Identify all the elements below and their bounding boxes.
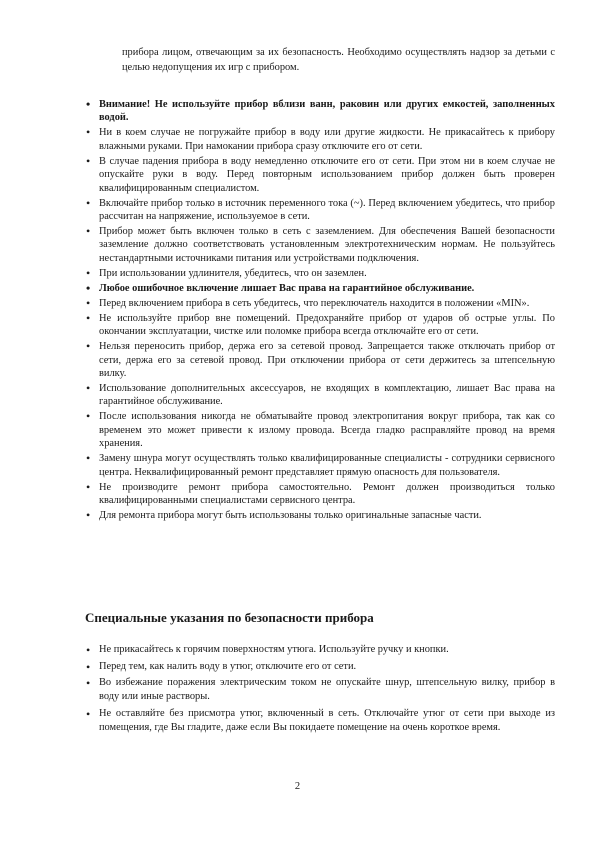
section-heading: Специальные указания по безопасности прибора — [85, 610, 374, 625]
iron-warning-item: • Во избежание поражения электрическим током не опускайте шнур, штепсельную вилку, прибор в воду или иные растворы. — [85, 676, 555, 704]
warning-item: • Ни в коем случае не погружайте прибор в воду или другие жидкости. Не прикасайтесь к прибору влажными руками. При намокании прибора сразу отключите его от сети. — [85, 126, 555, 153]
warning-item: • После использования никогда не обматывайте провод электропитания вокруг прибора, так как со временем это может привести к излому провода. Всегда гладко расправляйте провод на время хранения. — [85, 410, 555, 450]
warning-item: • Любое ошибочное включение лишает Вас права на гарантийное обслуживание. — [85, 282, 555, 295]
warning-item: • Использование дополнительных аксессуаров, не входящих в комплектацию, лишает Вас права на гарантийное обслуживание. — [85, 382, 555, 409]
warning-item: • При использовании удлинителя, убедитесь, что он заземлен. — [85, 267, 555, 280]
warning-item: • Замену шнура могут осуществлять только квалифицированные специалисты - сотрудники сервисного центра. Неквалифицированный ремонт представляет прямую опасность для пользователя. — [85, 452, 555, 479]
warning-item: • Нельзя переносить прибор, держа его за сетевой провод. Запрещается также отключать прибор от сети, держа его за сетевой провод. При отключении прибора от сети держитесь за штепсельную вилку. — [85, 340, 555, 380]
warning-item: • Перед включением прибора в сеть убедитесь, что переключатель находится в положении «MIN». — [85, 297, 555, 310]
warning-item: • Для ремонта прибора могут быть использованы только оригинальные запасные части. — [85, 509, 555, 522]
warning-item: • Включайте прибор только в источник переменного тока (~). Перед включением убедитесь, что прибор рассчитан на напряжение, используемое в сети. — [85, 197, 555, 224]
iron-warning-item: • Перед тем, как налить воду в утюг, отключите его от сети. — [85, 660, 555, 674]
warning-item: • Внимание! Не используйте прибор вблизи ванн, раковин или других емкостей, заполненных водой. — [85, 98, 555, 125]
iron-warning-item: • Не оставляйте без присмотра утюг, включенный в сеть. Отключайте утюг от сети при выходе из помещения, где Вы гладите, даже если Вы покидаете помещение на очень короткое время. — [85, 707, 555, 735]
intro-paragraph: прибора лицом, отвечающим за их безопасность. Необходимо осуществлять надзор за детьми с целью недопущения их игр с прибором. — [122, 47, 555, 73]
safety-warnings-list — [85, 98, 555, 524]
warning-item: • В случае падения прибора в воду немедленно отключите его от сети. При этом ни в коем случае не опускайте руки в воду. Перед повторным использованием прибор должен быть проверен квалифицированным специалистом. — [85, 155, 555, 195]
iron-safety-list — [85, 643, 555, 737]
page-number: 2 — [294, 781, 301, 792]
warning-item: • Не производите ремонт прибора самостоятельно. Ремонт должен производиться только квалифицированными специалистами сервисного центра. — [85, 481, 555, 508]
warning-item: • Не используйте прибор вне помещений. Предохраняйте прибор от ударов об острые углы. По окончании эксплуатации, чистке или поломке прибора всегда отключайте его от сети. — [85, 312, 555, 339]
iron-warning-item: • Не прикасайтесь к горячим поверхностям утюга. Используйте ручку и кнопки. — [85, 643, 555, 657]
warning-item: • Прибор может быть включен только в сеть с заземлением. Для обеспечения Вашей безопасности заземление должно соответствовать установленным электротехническим нормам. Не пользуйтесь нестандартными источниками питания или устройствами подключения. — [85, 225, 555, 265]
